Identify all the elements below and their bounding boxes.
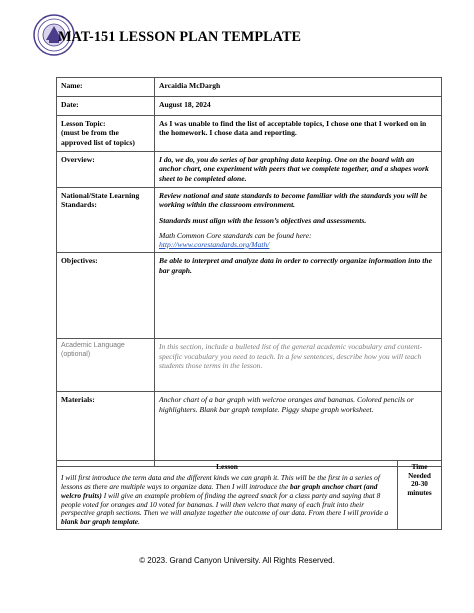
academic-language-label: Academic Language (optional)	[57, 339, 155, 392]
date-label: Date:	[57, 97, 155, 116]
objectives-label: Objectives:	[57, 253, 155, 339]
row-materials	[57, 392, 442, 467]
common-core-link[interactable]: http://www.corestandards.org/Math/	[159, 240, 270, 249]
materials-value: Anchor chart of a bar graph with welcroe oranges and bananas. Colored pencils or highlighters. Blank bar graph template. Piggy shape graph worksheet.	[155, 392, 442, 467]
name-label: Name:	[57, 78, 155, 97]
materials-label: Materials:	[57, 392, 155, 467]
time-value: 20-30 minutes	[407, 480, 432, 497]
lesson-heading: Lesson	[216, 462, 238, 471]
overview-value: I do, we do, you do series of bar graphing data keeping. One on the board with an anchor chart, one experiment with peers that we complete together, and a shapes work sheet to be completed alone.	[155, 152, 442, 188]
name-value: Arcaidia McDargh	[155, 78, 442, 97]
lesson-text-1: I will first introduce the term data and the different kinds we can graph it. This will be the first in a series of lessons as there are multiple ways to organize data. Then I will introduce the	[61, 472, 380, 491]
copyright-footer: © 2023. Grand Canyon University. All Rights Reserved.	[139, 556, 335, 565]
row-standards	[57, 188, 442, 253]
row-overview	[57, 152, 442, 188]
row-name	[57, 78, 442, 97]
lesson-cell	[57, 461, 398, 530]
topic-label: Lesson Topic: (must be from the approved list of topics)	[57, 116, 155, 152]
lesson-body	[61, 474, 393, 527]
page-title: MAT-151 LESSON PLAN TEMPLATE	[58, 29, 302, 45]
time-cell	[398, 461, 442, 530]
lesson-info-table	[56, 77, 442, 467]
time-heading: Time Needed	[408, 463, 431, 480]
topic-value: As I was unable to find the list of acceptable topics, I chose one that I worked on in the homework. I chose data and reporting.	[155, 116, 442, 152]
lesson-text-2: I will give an example problem of finding the agreed snack for a class party and saying that 8 people voted for oranges and 10 voted for bananas. I will then velcro that many of each fruit into their perspective graph sections. Then we will analyze together the outcome of our data. From there I will provide a	[61, 490, 389, 518]
row-objectives	[57, 253, 442, 339]
lesson-text-3: .	[138, 517, 140, 527]
overview-label: Overview:	[57, 152, 155, 188]
standards-review-text: Review national and state standards to become familiar with the standards you will be working within the classroom environment.	[159, 191, 428, 210]
standards-align-text: Standards must align with the lesson’s objectives and assessments.	[159, 215, 367, 225]
date-value: August 18, 2024	[155, 97, 442, 116]
standards-value	[155, 188, 442, 253]
lesson-anchor-chart-text: bar graph anchor chart (and welcro fruits)	[61, 481, 378, 500]
academic-language-value: In this section, include a bulleted list of the general academic vocabulary and content-specific vocabulary you need to teach. In a few sentences, describe how you will teach students those terms in the lesson.	[155, 339, 442, 392]
common-core-text: Math Common Core standards can be found here:	[159, 230, 312, 240]
row-academic-language	[57, 339, 442, 392]
objectives-value: Be able to interpret and analyze data in order to correctly organize information into the bar graph.	[155, 253, 442, 339]
standards-label: National/State Learning Standards:	[57, 188, 155, 253]
lesson-row	[57, 461, 442, 530]
lesson-blank-template-text: blank bar graph template	[61, 517, 138, 527]
lesson-table	[56, 460, 442, 530]
row-topic	[57, 116, 442, 152]
row-date	[57, 97, 442, 116]
